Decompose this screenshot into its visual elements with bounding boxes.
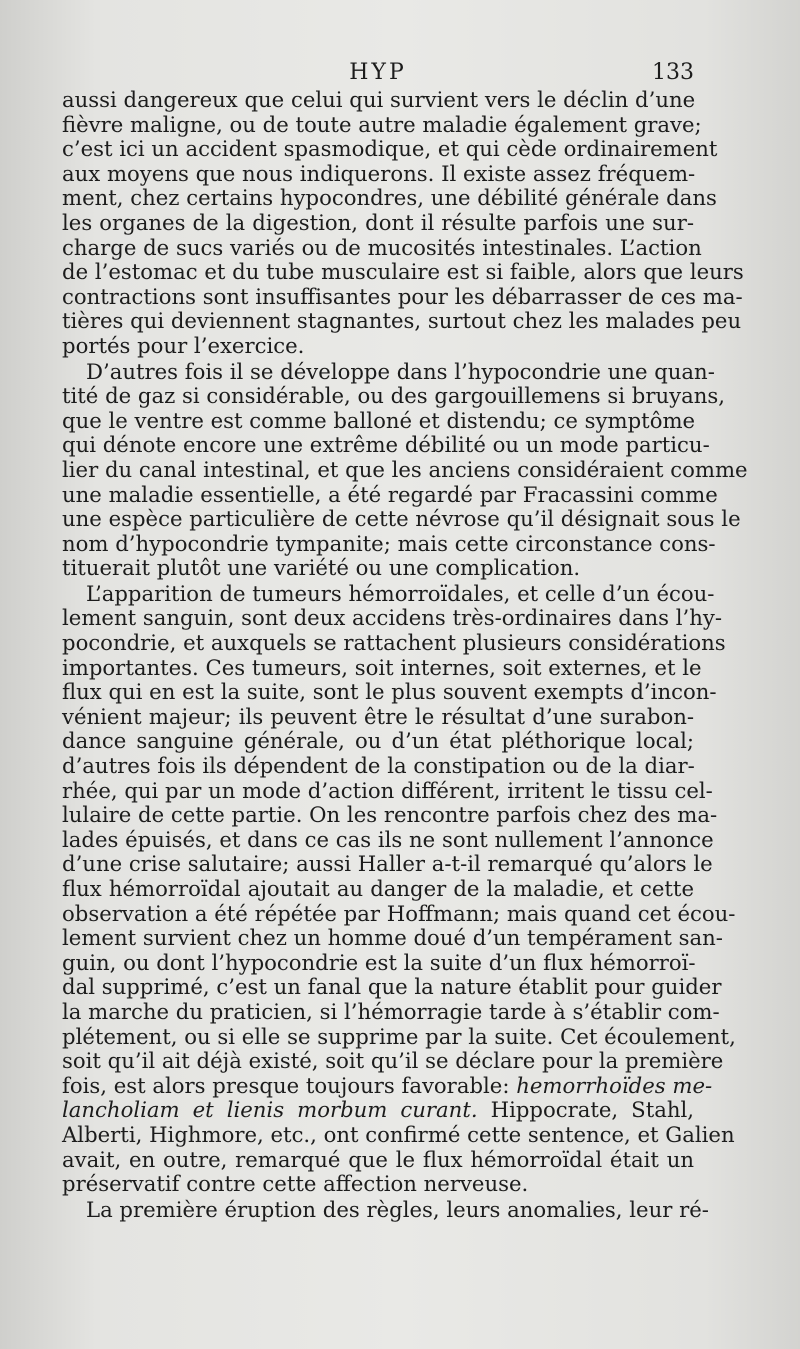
text-line: rhée, qui par un mode d’action différent, irritent le tissu cel- bbox=[62, 777, 713, 803]
text-line: que le ventre est comme balloné et distendu; ce symptôme bbox=[62, 407, 696, 433]
text-line: d’une crise salutaire; aussi Haller a-t-il remarqué qu’alors le bbox=[62, 851, 713, 877]
text-line: une espèce particulière de cette névrose qu’il désignait sous le bbox=[62, 506, 741, 532]
body-text bbox=[62, 87, 748, 1222]
paragraph bbox=[62, 1196, 709, 1223]
text-line: aux moyens que nous indiquerons. Il existe assez fréquem- bbox=[62, 160, 696, 186]
text-line: dance sanguine générale, ou d’un état pléthorique local; bbox=[62, 728, 694, 754]
text-line: importantes. Ces tumeurs, soit internes, soit externes, et le bbox=[62, 654, 702, 680]
text-line: vénient majeur; ils peuvent être le résultat d’une surabon- bbox=[62, 703, 694, 729]
text-line: charge de sucs variés ou de mucosités intestinales. L’action bbox=[62, 234, 702, 260]
text-line: c’est ici un accident spasmodique, et qui cède ordinairement bbox=[62, 136, 718, 162]
text-line: pocondrie, et auxquels se rattachent plusieurs considérations bbox=[62, 630, 726, 656]
text-line: tituerait plutôt une variété ou une complication. bbox=[62, 555, 581, 581]
text-line: flux hémorroïdal ajoutait au danger de la maladie, et cette bbox=[62, 876, 694, 901]
paragraph bbox=[62, 87, 744, 359]
text-line: observation a été répétée par Hoffmann; mais quand cet écou- bbox=[62, 900, 736, 926]
text-line: L’apparition de tumeurs hémorroïdales, et celle d’un écou- bbox=[86, 580, 715, 606]
text-line: fièvre maligne, ou de toute autre maladie également grave; bbox=[62, 111, 702, 137]
paragraph bbox=[62, 580, 736, 1197]
text-line: avait, en outre, remarqué que le flux hémorroïdal était un bbox=[62, 1146, 694, 1172]
text-line: lement sanguin, sont deux accidens très-ordinaires dans l’hy- bbox=[62, 605, 723, 631]
text-line: lier du canal intestinal, et que les anciens considéraient comme bbox=[62, 456, 748, 482]
paragraph bbox=[62, 358, 748, 581]
page-number: 133 bbox=[652, 60, 694, 85]
text-line: d’autres fois ils dépendent de la constipation ou de la diar- bbox=[62, 753, 695, 779]
text-line: ment, chez certains hypocondres, une débilité générale dans bbox=[62, 185, 717, 211]
text-line: qui dénote encore une extrême débilité ou un mode particu- bbox=[62, 432, 710, 458]
text-line: les organes de la digestion, dont il résulte parfois une sur- bbox=[62, 209, 694, 235]
text-line: lement survient chez un homme doué d’un tempérament san- bbox=[62, 925, 723, 951]
latin-quote: lancholiam et lienis morbum curant. bbox=[62, 1097, 478, 1123]
text-line: préservatif contre cette affection nerveuse. bbox=[62, 1171, 529, 1197]
text-line: fois, est alors presque toujours favorable: hemorrhoïdes me- bbox=[62, 1072, 713, 1098]
text-line: portés pour l’exercice. bbox=[62, 332, 305, 358]
text-line: flux qui en est la suite, sont le plus souvent exempts d’incon- bbox=[62, 679, 717, 705]
text-line: de l’estomac et du tube musculaire est si faible, alors que leurs bbox=[62, 259, 744, 285]
page-header bbox=[62, 56, 694, 88]
text-line: contractions sont insuffisantes pour les débarrasser de ces ma- bbox=[62, 283, 743, 309]
text-line: une maladie essentielle, a été regardé par Fracassini comme bbox=[62, 481, 718, 507]
running-head: HYP bbox=[349, 60, 407, 85]
text-line: lulaire de cette partie. On les rencontre parfois chez des ma- bbox=[62, 802, 718, 828]
text-line: plétement, ou si elle se supprime par la suite. Cet écoulement, bbox=[62, 1023, 736, 1049]
text-line: lades épuisés, et dans ce cas ils ne sont nullement l’annonce bbox=[62, 826, 714, 852]
text-line: guin, ou dont l’hypocondrie est la suite d’un flux hémorroï- bbox=[62, 949, 696, 975]
text-line: D’autres fois il se développe dans l’hypocondrie une quan- bbox=[86, 358, 715, 384]
text-line: Alberti, Highmore, etc., ont confirmé cette sentence, et Galien bbox=[62, 1121, 735, 1147]
text-line: La première éruption des règles, leurs anomalies, leur ré- bbox=[86, 1196, 709, 1222]
text-line: dal supprimé, c’est un fanal que la nature établit pour guider bbox=[62, 974, 722, 1000]
text-line: tières qui deviennent stagnantes, surtout chez les malades peu bbox=[62, 308, 742, 334]
text-line: la marche du praticien, si l’hémorragie tarde à s’établir com- bbox=[62, 998, 720, 1024]
text-line: soit qu’il ait déjà existé, soit qu’il se déclare pour la première bbox=[62, 1048, 724, 1074]
text-line: nom d’hypocondrie tympanite; mais cette circonstance cons- bbox=[62, 530, 716, 556]
text-line: tité de gaz si considérable, ou des gargouillemens si bruyans, bbox=[62, 383, 725, 409]
text-line: lancholiam et lienis morbum curant. Hippocrate, Stahl, bbox=[62, 1097, 694, 1123]
text-line: aussi dangereux que celui qui survient vers le déclin d’une bbox=[62, 87, 696, 112]
latin-quote: hemorrhoïdes me- bbox=[516, 1072, 713, 1098]
